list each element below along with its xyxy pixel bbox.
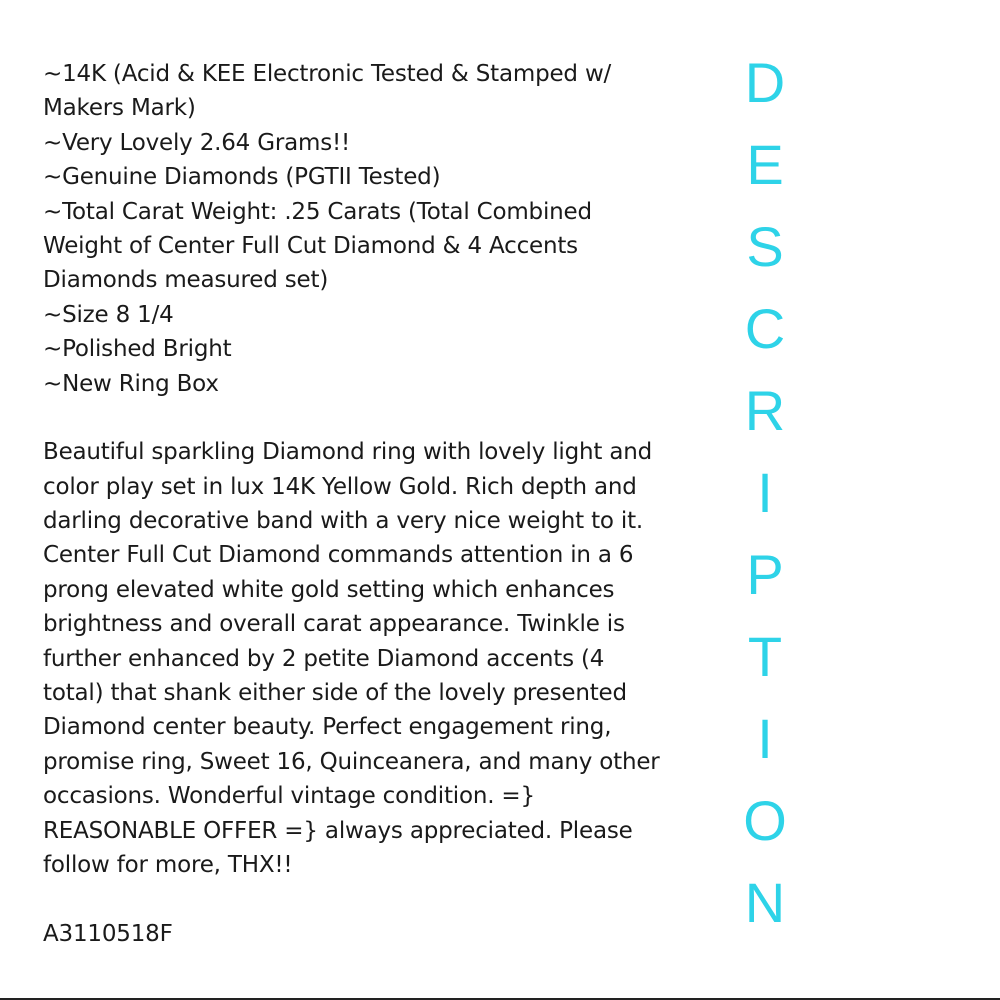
title-letter: S	[746, 215, 784, 278]
spacer	[43, 401, 653, 435]
title-letter: C	[744, 297, 786, 360]
description-line: color play set in lux 14K Yellow Gold. Rich depth and	[43, 473, 637, 500]
description-line: Diamond center beauty. Perfect engagement ring,	[43, 714, 612, 741]
spec-line: Weight of Center Full Cut Diamond & 4 Accents	[43, 232, 578, 259]
description-line: brightness and overall carat appearance. Twinkle is	[43, 611, 625, 638]
spec-line: ~New Ring Box	[43, 370, 219, 397]
title-letter: N	[744, 871, 786, 934]
title-letter: E	[746, 133, 784, 196]
description-line: darling decorative band with a very nice weight to it.	[43, 508, 644, 535]
description-paragraph	[43, 435, 660, 882]
spec-line: ~14K (Acid & KEE Electronic Tested & Stamped w/	[43, 61, 612, 87]
description-line: prong elevated white gold setting which enhances	[43, 576, 615, 603]
description-line: follow for more, THX!!	[43, 851, 293, 878]
description-line: Center Full Cut Diamond commands attention in a 6	[43, 542, 634, 569]
description-line: promise ring, Sweet 16, Quinceanera, and many other	[43, 748, 660, 775]
sku-code: A3110518F	[43, 920, 173, 947]
description-line: Beautiful sparkling Diamond ring with lovely light and	[43, 439, 652, 466]
vertical-title	[735, 42, 795, 944]
title-letter: I	[757, 461, 773, 524]
title-letter: I	[757, 707, 773, 770]
spec-line: ~Genuine Diamonds (PGTII Tested)	[43, 164, 441, 191]
description-line: REASONABLE OFFER =} always appreciated. Please	[43, 817, 633, 844]
description-line: further enhanced by 2 petite Diamond accents (4	[43, 645, 605, 672]
description-text-block	[43, 57, 660, 951]
spec-line: Diamonds measured set)	[43, 267, 329, 294]
title-letter: R	[744, 379, 786, 442]
spec-list	[43, 57, 653, 401]
title-letter: D	[744, 51, 786, 114]
description-line: total) that shank either side of the lovely presented	[43, 680, 627, 707]
spec-line: ~Polished Bright	[43, 336, 232, 363]
title-letter: T	[747, 625, 783, 688]
spec-line: ~Total Carat Weight: .25 Carats (Total Combined	[43, 198, 592, 225]
title-letter: P	[746, 543, 784, 606]
spec-line: ~Very Lovely 2.64 Grams!!	[43, 129, 351, 156]
spec-line: Makers Mark)	[43, 95, 196, 122]
spacer	[43, 882, 653, 916]
spec-line: ~Size 8 1/4	[43, 301, 174, 328]
description-line: occasions. Wonderful vintage condition. =}	[43, 783, 535, 810]
title-letter: O	[743, 789, 787, 852]
